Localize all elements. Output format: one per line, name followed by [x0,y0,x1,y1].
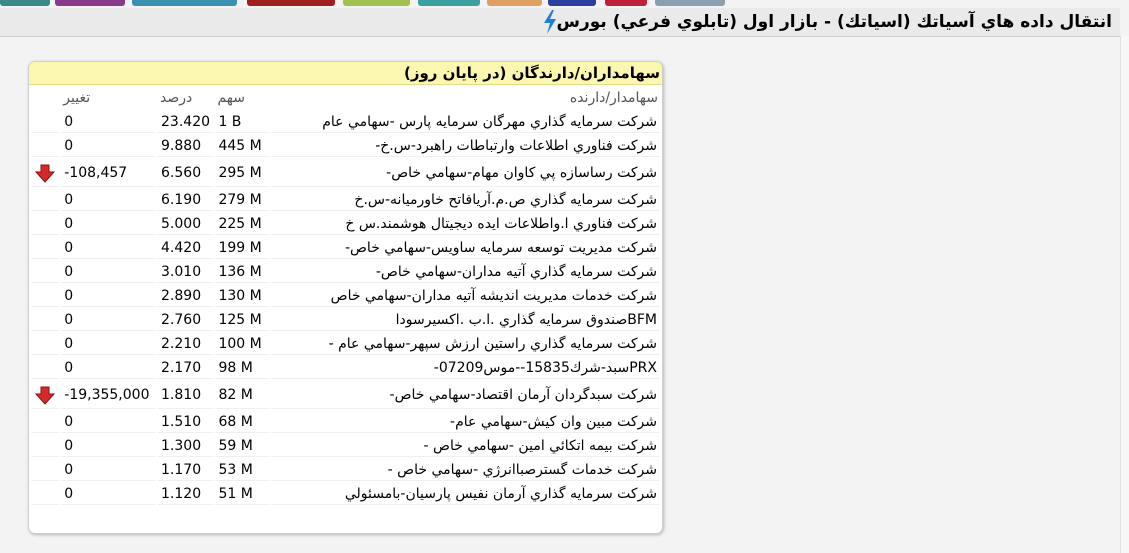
table-row[interactable] [31,159,660,187]
share-cell: 59 M [215,435,268,457]
table-row[interactable] [31,411,660,433]
percent-cell: 1.510 [158,411,213,433]
indicator-cell [31,459,59,481]
top-tab[interactable] [655,0,725,6]
share-cell: 136 M [215,261,268,283]
indicator-cell [31,159,59,187]
holder-cell: شركت سرمايه گذاري مهرگان سرمايه پارس -سهامي عام [271,111,660,133]
change-cell: 0 [61,135,156,157]
holder-cell: شركت سرمايه گذاري راستين ارزش سپهر-سهامي عام - [271,333,660,355]
table-row[interactable] [31,309,660,331]
percent-cell: 4.420 [158,237,213,259]
change-cell: 0 [61,261,156,283]
percent-cell: 1.170 [158,459,213,481]
table-row[interactable] [31,381,660,409]
column-header-percent[interactable]: درصد [160,90,193,106]
table-row[interactable] [31,435,660,457]
change-cell: 0 [61,483,156,505]
percent-cell: 2.210 [158,333,213,355]
share-cell: 51 M [215,483,268,505]
holder-cell: شركت فناوري ا.واطلاعات ايده ديجيتال هوشمند.س خ [271,213,660,235]
percent-cell: 6.560 [158,159,213,187]
share-cell: 82 M [215,381,268,409]
column-header-share[interactable]: سهم [217,90,245,106]
percent-cell: 2.170 [158,357,213,379]
holder-cell: BFMصندوق سرمايه گذاري .ا.ب .اكسيرسودا [271,309,660,331]
share-cell: 295 M [215,159,268,187]
top-tab[interactable] [487,0,542,6]
share-cell: 279 M [215,189,268,211]
table-row[interactable] [31,135,660,157]
share-cell: 125 M [215,309,268,331]
arrow-down-icon [34,162,56,184]
column-header-indicator [31,87,59,109]
indicator-cell [31,333,59,355]
share-cell: 100 M [215,333,268,355]
indicator-cell [31,309,59,331]
lightning-icon[interactable] [541,10,559,34]
table-header-row [31,87,660,109]
change-cell: 0 [61,309,156,331]
table-row[interactable] [31,333,660,355]
share-cell: 199 M [215,237,268,259]
top-tab-strip [0,0,1129,8]
table-row[interactable] [31,111,660,133]
change-cell: 0 [61,435,156,457]
change-cell: 0 [61,213,156,235]
percent-cell: 3.010 [158,261,213,283]
indicator-cell [31,261,59,283]
indicator-cell [31,237,59,259]
share-cell: 225 M [215,213,268,235]
holders-table [29,85,662,507]
change-cell: 0 [61,357,156,379]
holders-panel [28,61,663,534]
indicator-cell [31,411,59,433]
table-row[interactable] [31,189,660,211]
indicator-cell [31,483,59,505]
change-cell: 0 [61,411,156,433]
percent-cell: 1.120 [158,483,213,505]
arrow-down-icon [34,384,56,406]
table-row[interactable] [31,459,660,481]
indicator-cell [31,135,59,157]
holder-cell: شركت بيمه اتكائي امين -سهامي خاص - [271,435,660,457]
holder-cell: PRXسبد-شرك15835--موس07209- [271,357,660,379]
share-cell: 130 M [215,285,268,307]
indicator-cell [31,285,59,307]
change-cell: 0 [61,285,156,307]
top-tab[interactable] [548,0,596,6]
table-row[interactable] [31,285,660,307]
change-cell: 0 [61,111,156,133]
change-cell: 0 [61,459,156,481]
change-cell: -19,355,000 [61,381,156,409]
holder-cell: شركت فناوري اطلاعات وارتباطات راهبرد-س.خ- [271,135,660,157]
holder-cell: شركت سبدگردان آرمان اقتصاد-سهامي خاص- [271,381,660,409]
change-cell: -108,457 [61,159,156,187]
holder-cell: شركت خدمات مديريت انديشه آتيه مداران-سهامي خاص [271,285,660,307]
indicator-cell [31,111,59,133]
holder-cell: شركت مبين وان كيش-سهامي عام- [271,411,660,433]
column-header-change[interactable]: تغيير [63,90,91,106]
percent-cell: 23.420 [158,111,213,133]
percent-cell: 2.890 [158,285,213,307]
change-cell: 0 [61,189,156,211]
holder-cell: شركت رساسازه پي كاوان مهام-سهامي خاص- [271,159,660,187]
percent-cell: 5.000 [158,213,213,235]
top-tab[interactable] [418,0,480,6]
indicator-cell [31,435,59,457]
holder-cell: شركت مديريت توسعه سرمايه ساويس-سهامي خاص- [271,237,660,259]
indicator-cell [31,357,59,379]
panel-title: سهامداران/دارندگان (در پايان روز) [29,62,662,85]
percent-cell: 1.810 [158,381,213,409]
title-bar [0,8,1120,37]
indicator-cell [31,381,59,409]
share-cell: 68 M [215,411,268,433]
change-cell: 0 [61,333,156,355]
top-tab[interactable] [55,0,125,6]
share-cell: 98 M [215,357,268,379]
table-row[interactable] [31,483,660,505]
page-title: انتقال داده هاي آسياتك (اسياتك) - بازار اول (تابلوي فرعي) بورس [556,12,1112,32]
top-tab[interactable] [0,0,50,6]
percent-cell: 6.190 [158,189,213,211]
share-cell: 53 M [215,459,268,481]
indicator-cell [31,213,59,235]
table-row[interactable] [31,237,660,259]
scrollbar[interactable] [1120,36,1129,553]
column-header-holder[interactable]: سهامدار/دارنده [569,90,658,106]
table-row[interactable] [31,213,660,235]
percent-cell: 9.880 [158,135,213,157]
holder-cell: شركت سرمايه گذاري آتيه مداران-سهامي خاص- [271,261,660,283]
share-cell: 1 B [215,111,268,133]
holder-cell: شركت خدمات گسترصباانرژي -سهامي خاص - [271,459,660,481]
percent-cell: 1.300 [158,435,213,457]
top-tab[interactable] [605,0,647,6]
top-tab[interactable] [247,0,335,6]
top-tab[interactable] [132,0,237,6]
table-row[interactable] [31,357,660,379]
percent-cell: 2.760 [158,309,213,331]
holder-cell: شركت سرمايه گذاري آرمان نفيس پارسيان-بامسئولي [271,483,660,505]
table-row[interactable] [31,261,660,283]
top-tab[interactable] [343,0,410,6]
holder-cell: شركت سرمايه گذاري ص.م.آريافاتح خاورميانه-س.خ [271,189,660,211]
indicator-cell [31,189,59,211]
share-cell: 445 M [215,135,268,157]
change-cell: 0 [61,237,156,259]
